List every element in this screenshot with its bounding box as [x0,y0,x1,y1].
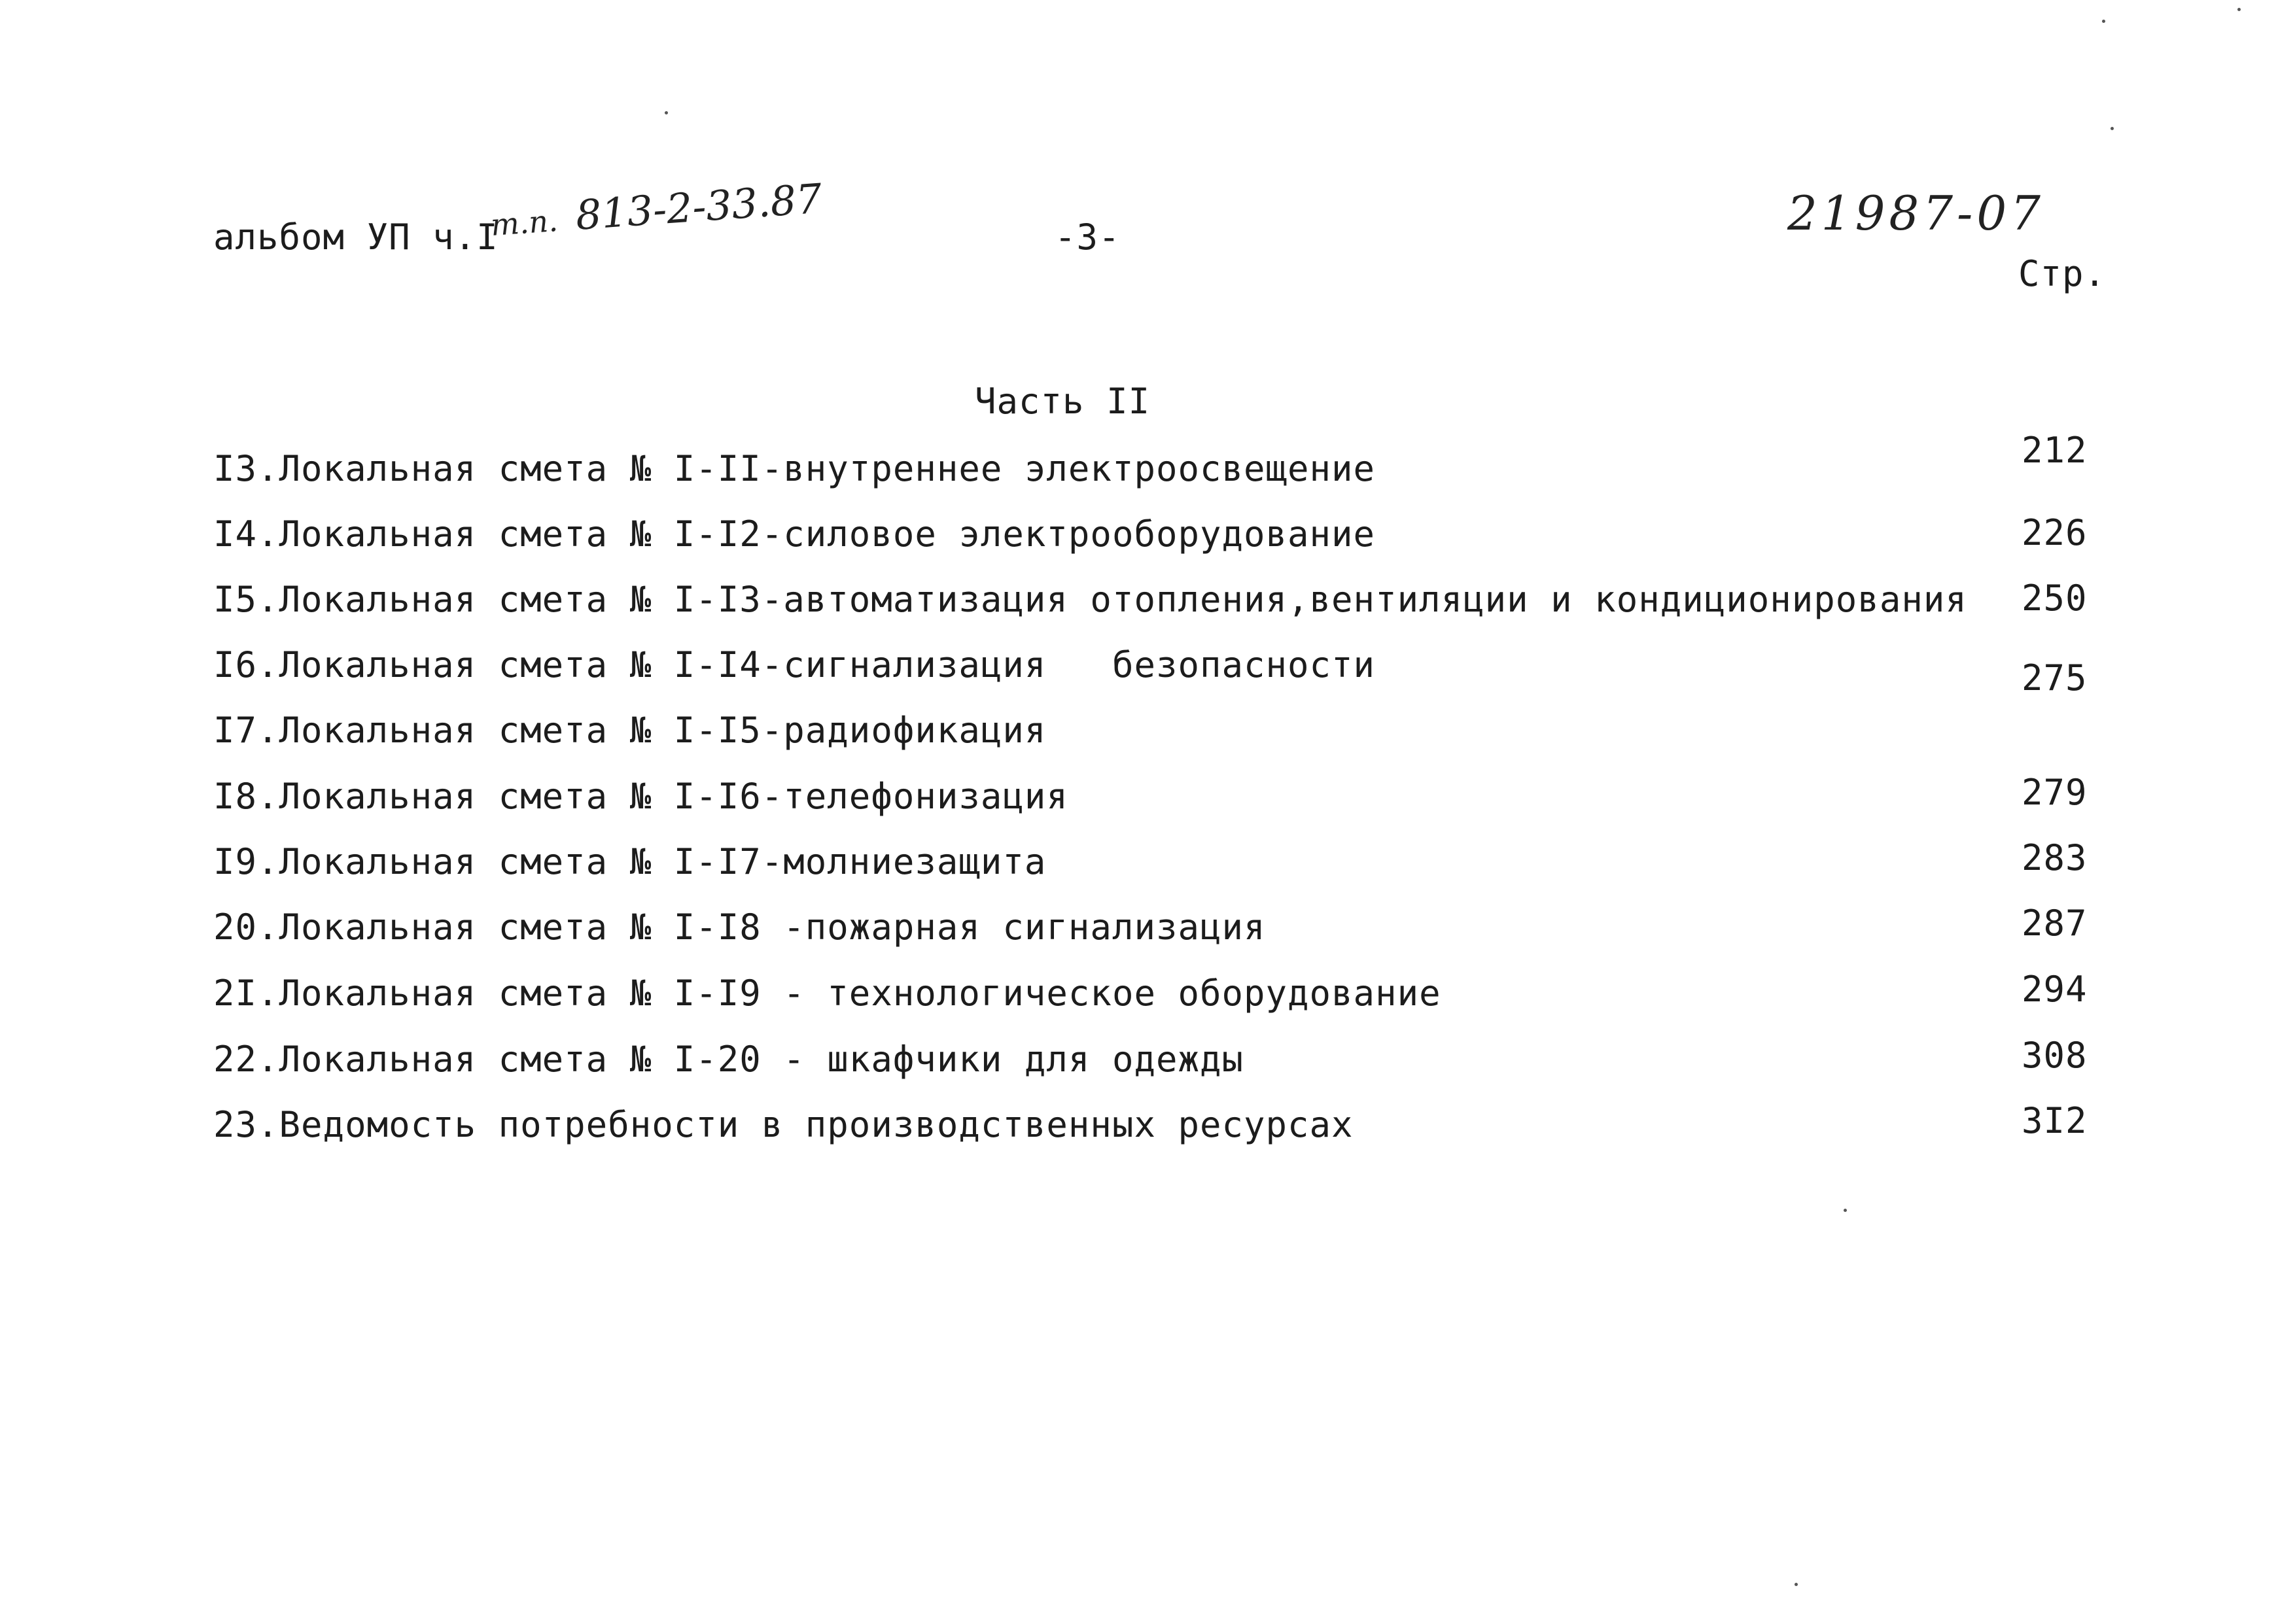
toc-item-page: 279 [2022,772,2088,813]
toc-item-page: 3I2 [2022,1100,2088,1141]
toc-item-page: 212 [2022,430,2088,471]
section-title: Часть II [975,381,1151,422]
toc-item-text: I4.Локальная смета № I-I2-силовое электрооборудование [213,513,1376,555]
scan-speck [2237,8,2241,11]
album-reference: альбом УП ч.I [213,216,499,258]
toc-item-text: I3.Локальная смета № I-II-внутреннее электроосвещение [213,448,1376,489]
scan-speck [1795,1583,1798,1586]
scan-speck [1844,1209,1847,1212]
toc-item-text: 22.Локальная смета № I-20 - шкафчики для одежды [213,1039,1244,1080]
toc-item-text: I5.Локальная смета № I-I3-автоматизация отопления,вентиляции и кондиционирования [213,579,1967,620]
toc-item-text: 23.Ведомость потребности в производственных ресурсах [213,1104,1354,1145]
toc-item-page: 283 [2022,837,2088,878]
toc-item-text: I6.Локальная смета № I-I4-сигнализация безопасности [213,644,1376,685]
scan-speck [2102,20,2105,23]
handwritten-series-number [489,174,824,243]
handwritten-document-code: 21987-07 [1787,186,2044,241]
series-number: 813-2-33.87 [574,174,824,239]
toc-item-text: I9.Локальная смета № I-I7-молниезащита [213,841,1047,882]
toc-item-page: 287 [2022,903,2088,944]
toc-item-text: I8.Локальная смета № I-I6-телефонизация [213,776,1068,817]
page-column-heading: Стр. [2018,253,2107,294]
toc-item-page: 226 [2022,512,2088,553]
toc-item-text: 20.Локальная смета № I-I8 -пожарная сигнализация [213,907,1266,948]
scan-speck [665,111,668,114]
toc-item-page: 308 [2022,1035,2088,1076]
series-abbreviation: т.п. [489,202,559,243]
toc-item-page: 250 [2022,578,2088,619]
page-number: -3- [1055,216,1121,258]
toc-item-page: 294 [2022,969,2088,1010]
toc-item-text: I7.Локальная смета № I-I5-радиофикация [213,710,1047,751]
toc-item-text: 2I.Локальная смета № I-I9 - технологическое оборудование [213,973,1441,1014]
toc-item-page: 275 [2022,657,2088,699]
scan-speck [2111,127,2114,130]
